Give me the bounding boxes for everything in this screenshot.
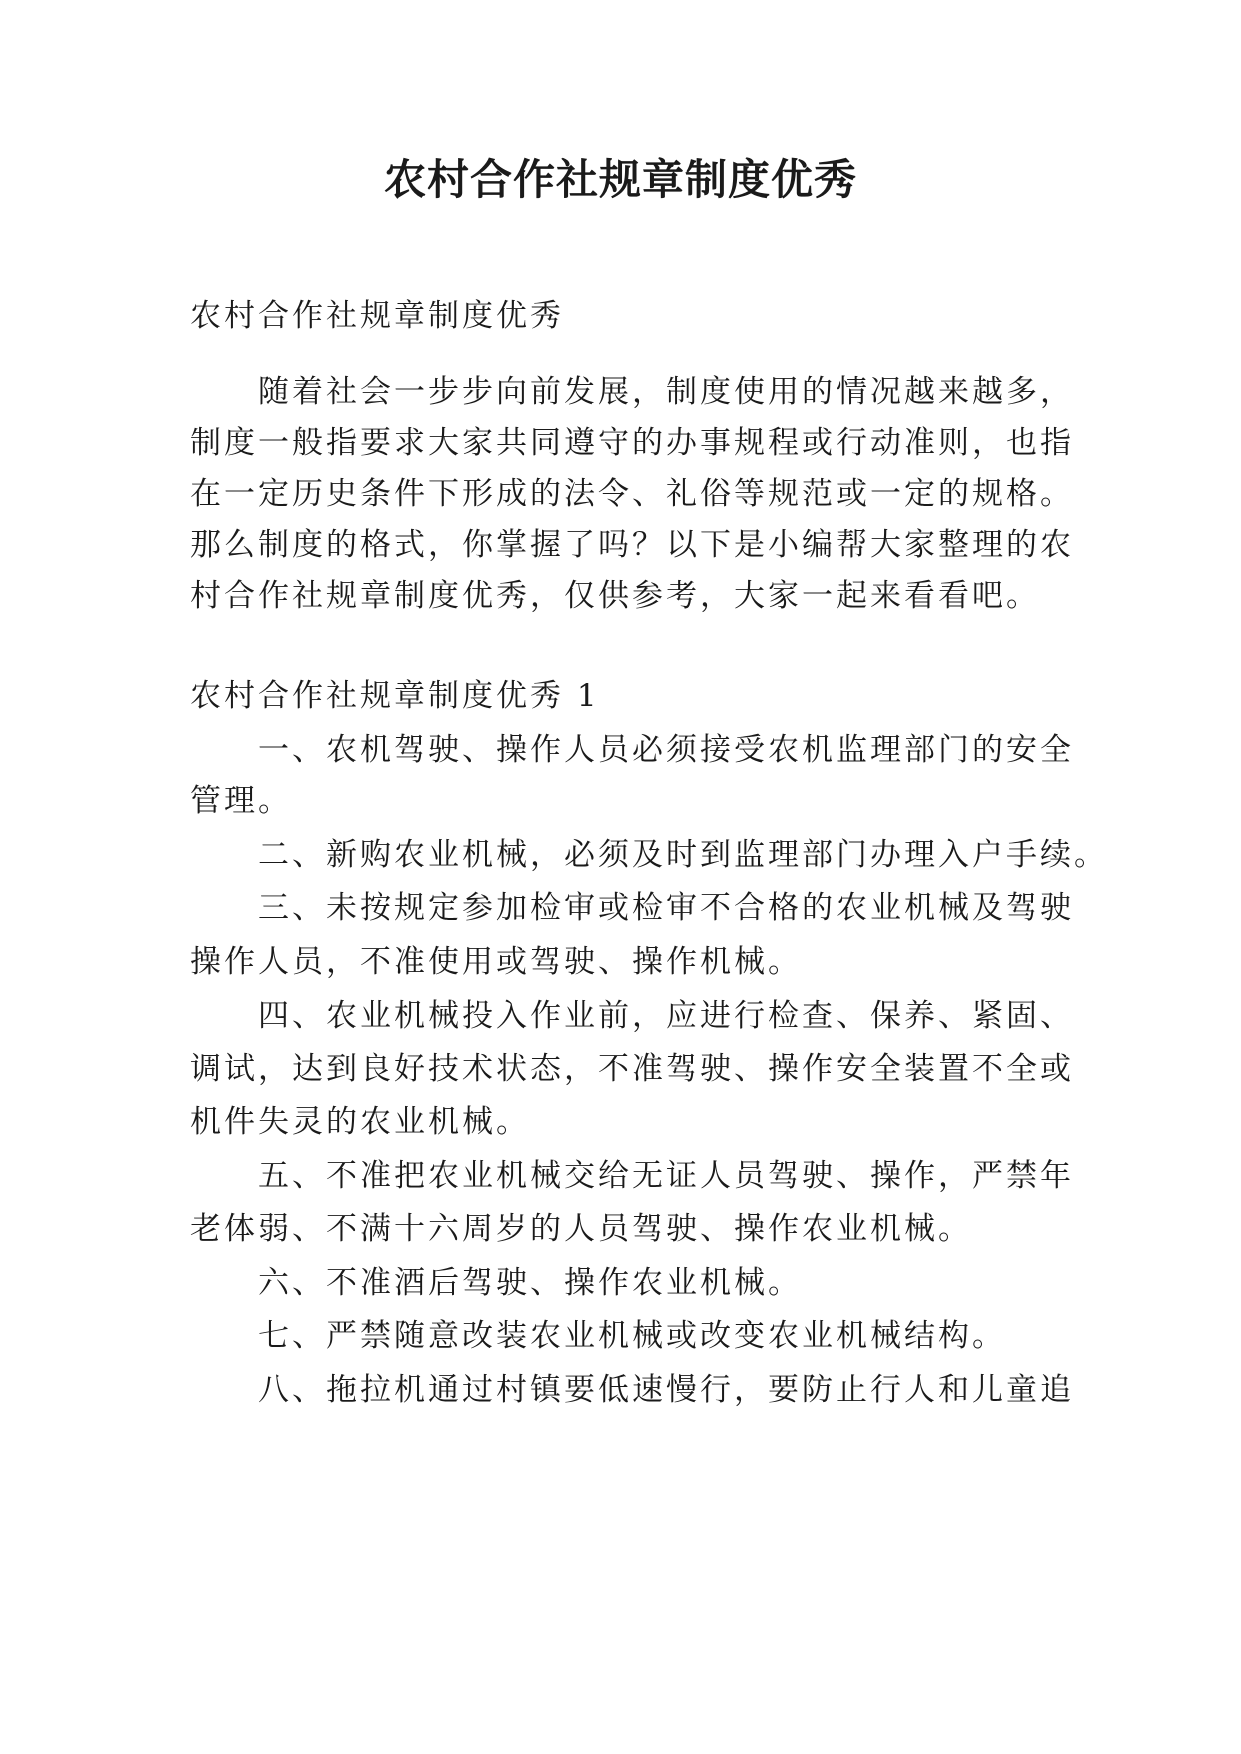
- rule-line: 一、农机驾驶、操作人员必须接受农机监理部门的安全: [258, 732, 1074, 768]
- intro-line: 制度一般指要求大家共同遵守的办事规程或行动准则，也指: [190, 425, 1074, 461]
- rule-line: 八、拖拉机通过村镇要低速慢行，要防止行人和儿童追: [258, 1372, 1074, 1408]
- rule-line: 管理。: [190, 783, 292, 819]
- intro-line: 村合作社规章制度优秀，仅供参考，大家一起来看看吧。: [190, 578, 1040, 614]
- rule-line: 五、不准把农业机械交给无证人员驾驶、操作，严禁年: [258, 1158, 1074, 1194]
- rule-line: 四、农业机械投入作业前，应进行检查、保养、紧固、: [258, 998, 1074, 1034]
- intro-line: 那么制度的格式，你掌握了吗？以下是小编帮大家整理的农: [190, 527, 1074, 563]
- rule-line: 操作人员，不准使用或驾驶、操作机械。: [190, 944, 802, 980]
- rule-line: 调试，达到良好技术状态，不准驾驶、操作安全装置不全或: [190, 1051, 1074, 1087]
- rule-line: 七、严禁随意改装农业机械或改变农业机械结构。: [258, 1318, 1006, 1354]
- rule-line: 老体弱、不满十六周岁的人员驾驶、操作农业机械。: [190, 1211, 972, 1247]
- section-heading: 农村合作社规章制度优秀 1: [190, 678, 600, 714]
- rule-line: 三、未按规定参加检审或检审不合格的农业机械及驾驶: [258, 890, 1074, 926]
- rule-line: 六、不准酒后驾驶、操作农业机械。: [258, 1265, 802, 1301]
- document-title: 农村合作社规章制度优秀: [383, 155, 857, 204]
- document-subtitle: 农村合作社规章制度优秀: [190, 298, 564, 334]
- rule-line: 二、新购农业机械，必须及时到监理部门办理入户手续。: [258, 837, 1108, 873]
- intro-line: 在一定历史条件下形成的法令、礼俗等规范或一定的规格。: [190, 476, 1074, 512]
- rule-line: 机件失灵的农业机械。: [190, 1104, 530, 1140]
- intro-line: 随着社会一步步向前发展，制度使用的情况越来越多，: [258, 374, 1074, 410]
